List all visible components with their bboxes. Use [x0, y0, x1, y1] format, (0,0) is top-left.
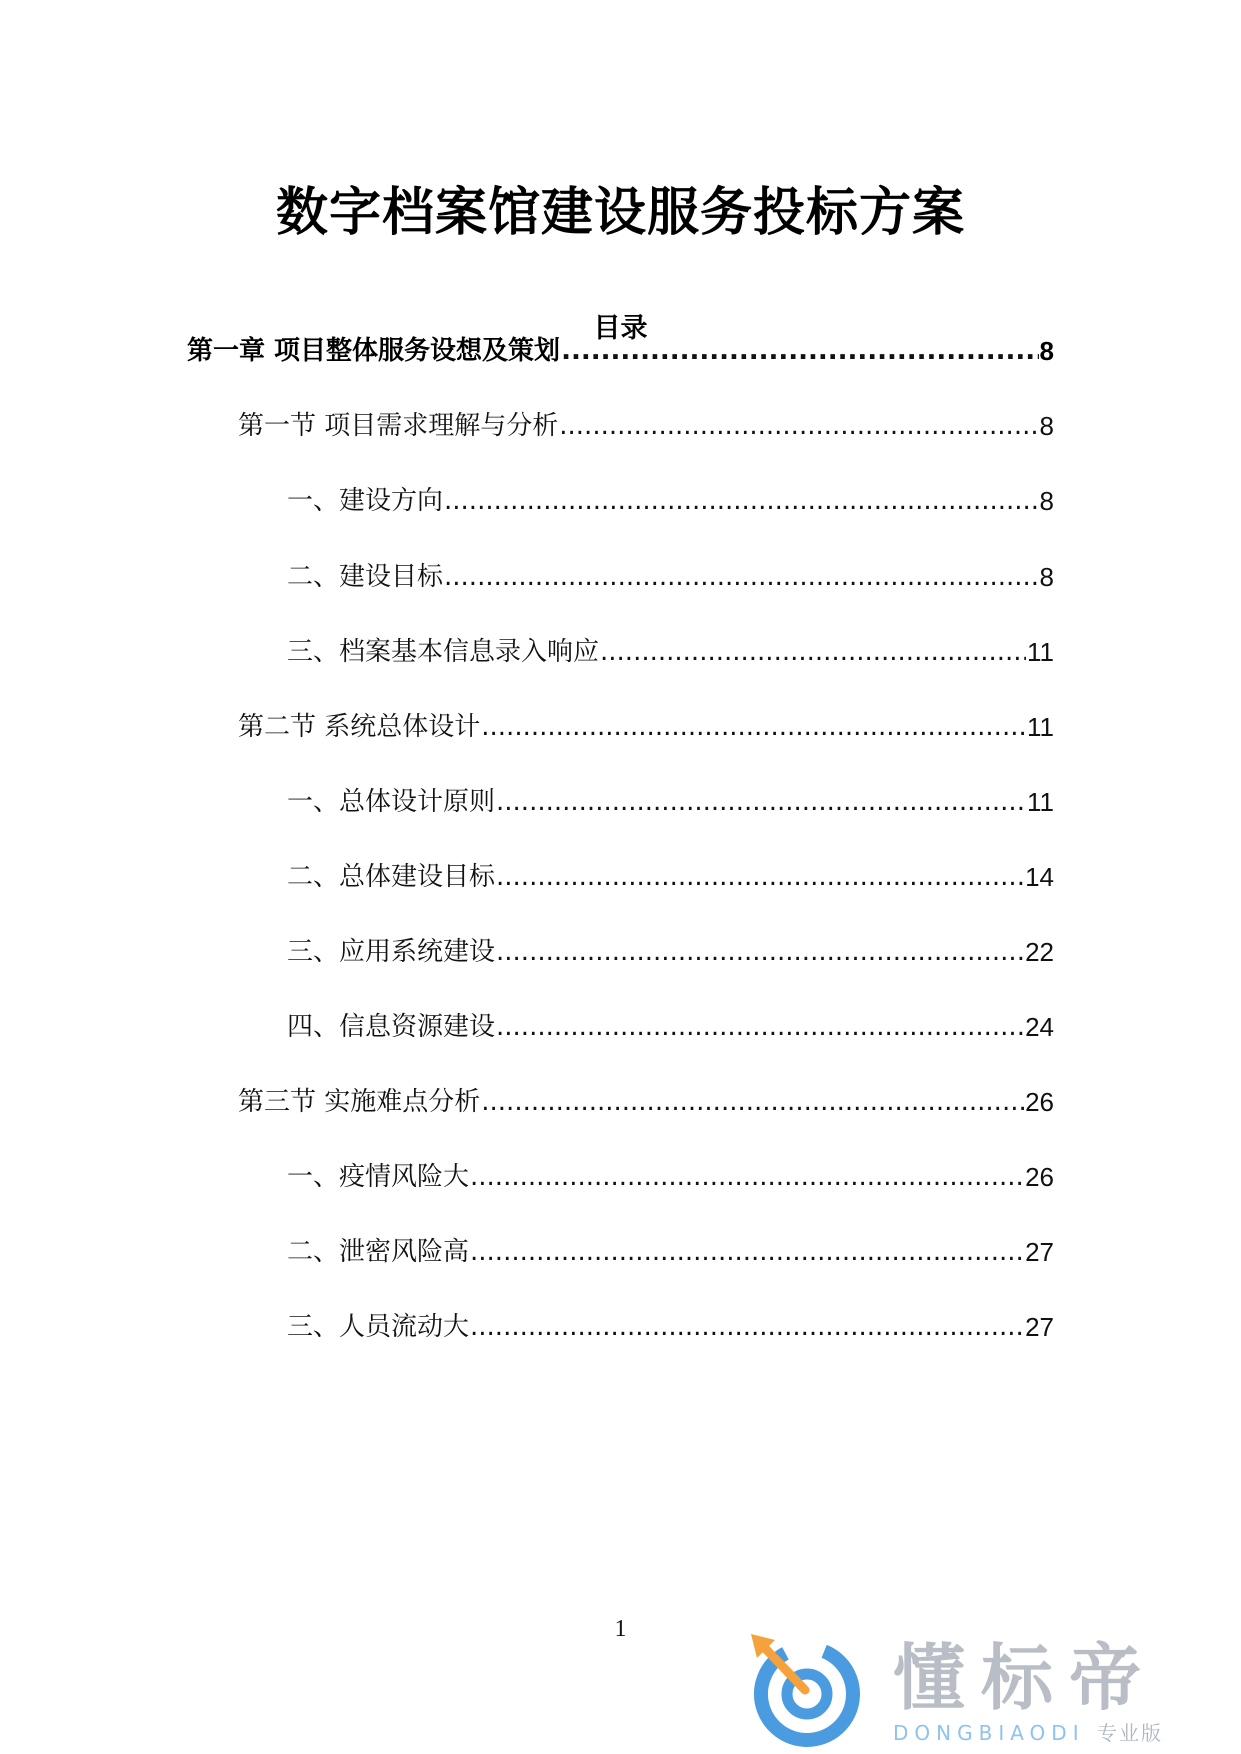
toc-dot-leader	[444, 557, 1039, 597]
toc-entry-title: 一、总体设计原则	[287, 787, 496, 817]
toc-entry-title: 二、泄密风险高	[287, 1237, 470, 1267]
toc-entry-page: 8	[1039, 336, 1054, 366]
toc-entry-page: 8	[1039, 411, 1054, 441]
toc-entry-title: 三、档案基本信息录入响应	[287, 637, 600, 667]
toc-entry-page: 8	[1039, 562, 1054, 592]
toc-entry[interactable]	[238, 707, 1054, 747]
toc-entry-page: 27	[1025, 1312, 1054, 1342]
toc-dot-leader	[481, 1082, 1024, 1122]
toc-dot-leader	[496, 932, 1024, 972]
watermark-brand: 懂标帝	[893, 1636, 1158, 1720]
toc-dot-leader	[470, 1307, 1024, 1347]
toc-entry[interactable]	[287, 1232, 1054, 1272]
toc-dot-leader	[496, 1007, 1024, 1047]
toc-entry[interactable]	[287, 481, 1054, 521]
toc-entry-title: 第一节 项目需求理解与分析	[238, 411, 559, 441]
toc-entry-title: 一、建设方向	[287, 486, 444, 516]
watermark-subtitle	[893, 1720, 1163, 1746]
toc-entry[interactable]	[287, 557, 1054, 597]
toc-dot-leader	[600, 632, 1026, 672]
toc-entry-title: 第二节 系统总体设计	[238, 712, 481, 742]
toc-dot-leader	[559, 406, 1038, 446]
toc-entry-title: 二、建设目标	[287, 562, 444, 592]
toc-entry-page: 8	[1039, 486, 1054, 516]
toc-entry-page: 27	[1025, 1237, 1054, 1267]
watermark-edition: 专业版	[1096, 1721, 1163, 1745]
toc-entry-title: 第一章 项目整体服务设想及策划	[187, 336, 561, 366]
toc-entry-page: 14	[1025, 862, 1054, 892]
toc-entry-page: 26	[1025, 1162, 1054, 1192]
toc-entry[interactable]	[287, 1007, 1054, 1047]
toc-entry-page: 11	[1027, 637, 1054, 667]
toc-entry-title: 三、应用系统建设	[287, 937, 496, 967]
watermark-pinyin: DONGBIAODI	[893, 1721, 1085, 1745]
toc-dot-leader	[470, 1157, 1024, 1197]
document-title: 数字档案馆建设服务投标方案	[275, 183, 965, 243]
toc-dot-leader	[481, 707, 1026, 747]
toc-entry[interactable]	[287, 1157, 1054, 1197]
toc-entry-title: 一、疫情风险大	[287, 1162, 470, 1192]
toc-entry-title: 三、人员流动大	[287, 1312, 470, 1342]
toc-dot-leader	[496, 857, 1024, 897]
toc-entry-page: 11	[1027, 712, 1054, 742]
toc-entry-title: 四、信息资源建设	[287, 1012, 496, 1042]
toc-entry-page: 26	[1025, 1087, 1054, 1117]
toc-entry[interactable]	[187, 331, 1054, 371]
toc-entry[interactable]	[287, 932, 1054, 972]
page-number: 1	[614, 1616, 627, 1642]
toc-entry[interactable]	[238, 406, 1054, 446]
toc-entry[interactable]	[238, 1082, 1054, 1122]
toc-entry[interactable]	[287, 632, 1054, 672]
toc-entry[interactable]	[287, 782, 1054, 822]
toc-entry-page: 11	[1027, 787, 1054, 817]
toc-heading: 目录	[593, 313, 648, 344]
toc-entry-title: 第三节 实施难点分析	[238, 1087, 481, 1117]
toc-entry-title: 二、总体建设目标	[287, 862, 496, 892]
toc-entry-page: 22	[1025, 937, 1054, 967]
toc-dot-leader	[444, 481, 1039, 521]
toc-dot-leader	[561, 331, 1038, 371]
toc-entry[interactable]	[287, 857, 1054, 897]
toc-entry-page: 24	[1025, 1012, 1054, 1042]
toc-dot-leader	[470, 1232, 1024, 1272]
toc-entry[interactable]	[287, 1307, 1054, 1347]
target-arrow-icon	[745, 1630, 863, 1748]
toc-dot-leader	[496, 782, 1026, 822]
